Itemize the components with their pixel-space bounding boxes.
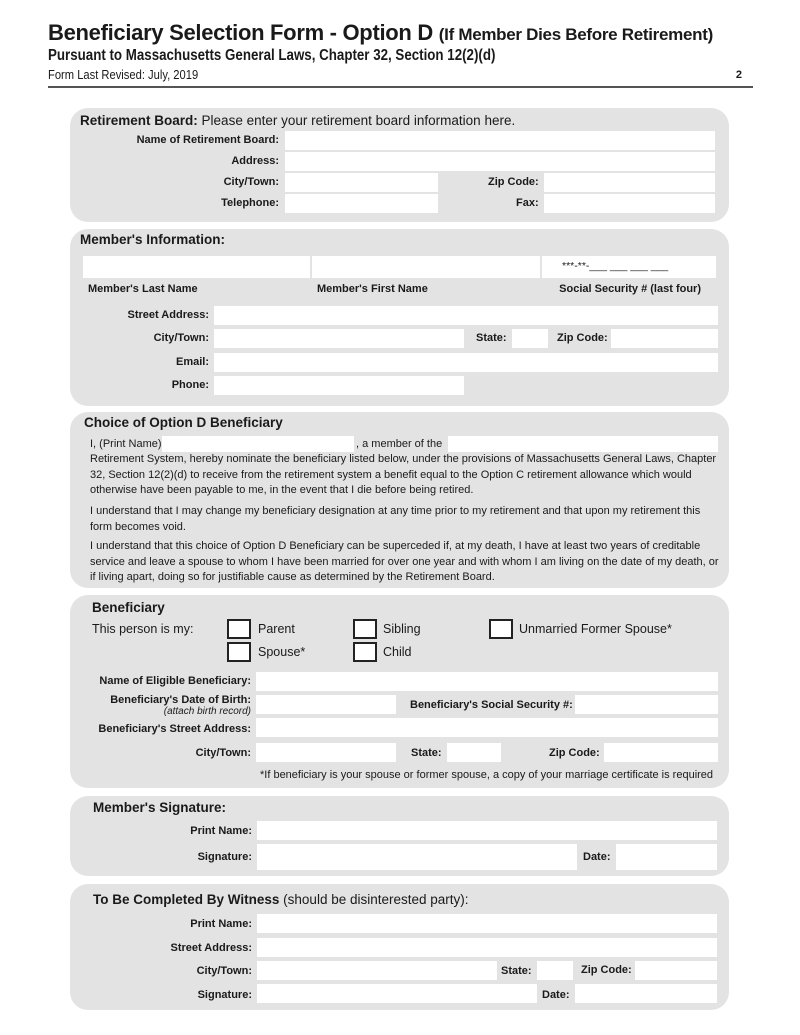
member-city-label: City/Town:	[153, 332, 209, 344]
member-last-name-label: Member's Last Name	[88, 283, 198, 295]
title-main: Beneficiary Selection Form - Option D	[48, 20, 433, 45]
witness-date-field[interactable]	[575, 984, 717, 1003]
beneficiary-dob-field[interactable]	[256, 695, 396, 714]
witness-heading-note: (should be disinterested party):	[283, 892, 469, 907]
board-city-field[interactable]	[285, 173, 438, 192]
board-name-field[interactable]	[285, 131, 715, 150]
revision-date: Form Last Revised: July, 2019	[48, 67, 199, 82]
page-number: 2	[735, 69, 742, 81]
beneficiary-zip-field[interactable]	[604, 743, 718, 762]
witness-street-field[interactable]	[257, 938, 717, 957]
witness-zip-field[interactable]	[635, 961, 717, 980]
former-spouse-option-label: Unmarried Former Spouse*	[519, 622, 672, 636]
member-last-name-field[interactable]	[83, 256, 310, 278]
beneficiary-name-field[interactable]	[256, 672, 718, 691]
member-print-name-field[interactable]	[257, 821, 717, 840]
beneficiary-footnote: *If beneficiary is your spouse or former spouse, a copy of your marriage certificate is required	[260, 769, 714, 781]
member-print-name-label: Print Name:	[190, 825, 252, 837]
member-street-label: Street Address:	[127, 309, 209, 321]
beneficiary-street-field[interactable]	[256, 718, 718, 737]
member-phone-label: Phone:	[171, 379, 209, 391]
member-email-field[interactable]	[214, 353, 718, 372]
witness-street-label: Street Address:	[170, 942, 252, 954]
board-zip-field[interactable]	[544, 173, 715, 192]
board-name-label: Name of Retirement Board:	[136, 134, 279, 146]
member-email-label: Email:	[175, 356, 209, 368]
header-divider	[48, 86, 753, 88]
retirement-board-heading-note: Please enter your retirement board information here.	[201, 113, 516, 128]
beneficiary-dob-label: Beneficiary's Date of Birth:	[110, 694, 251, 706]
relation-prompt: This person is my:	[92, 622, 194, 636]
spouse-option-label: Spouse*	[258, 645, 306, 659]
board-zip-label: Zip Code:	[488, 176, 539, 188]
choice-paragraph-3: I understand that this choice of Option D Beneficiary can be superceded if, at my death, I have at least two years of creditable service and leave a spouse to whom I have been married for over one year and with whom I am living on the date of my death, or if living apart, doing so for justifiable cause as determined by the Retirement Board.	[90, 540, 719, 583]
member-signature-label: Signature:	[197, 851, 252, 863]
child-checkbox[interactable]	[353, 642, 377, 662]
beneficiary-street-label: Beneficiary's Street Address:	[98, 723, 251, 735]
witness-panel	[70, 884, 729, 1010]
sibling-option-label: Sibling	[383, 622, 421, 636]
member-city-field[interactable]	[214, 329, 464, 348]
witness-print-name-field[interactable]	[257, 914, 717, 933]
child-option-label: Child	[383, 645, 412, 659]
witness-state-label: State:	[501, 965, 532, 977]
member-date-field[interactable]	[616, 844, 717, 870]
witness-city-label: City/Town:	[196, 965, 252, 977]
beneficiary-ssn-field[interactable]	[575, 695, 718, 714]
member-state-field[interactable]	[512, 329, 548, 348]
beneficiary-panel	[70, 595, 729, 788]
witness-date-label: Date:	[542, 989, 570, 1001]
member-signature-field[interactable]	[257, 844, 577, 870]
beneficiary-city-field[interactable]	[256, 743, 396, 762]
board-telephone-label: Telephone:	[221, 197, 279, 209]
member-zip-field[interactable]	[611, 329, 718, 348]
witness-signature-field[interactable]	[257, 984, 537, 1003]
retirement-board-heading-label: Retirement Board:	[80, 113, 198, 128]
page-subtitle: Pursuant to Massachusetts General Laws, Chapter 32, Section 12(2)(d)	[48, 47, 496, 64]
witness-heading-label: To Be Completed By Witness	[93, 892, 280, 907]
member-phone-field[interactable]	[214, 376, 464, 395]
beneficiary-state-field[interactable]	[447, 743, 501, 762]
member-ssn-field[interactable]: ***-**-___ ___ ___ ___	[542, 256, 716, 278]
choice-heading: Choice of Option D Beneficiary	[84, 415, 283, 430]
retirement-board-panel	[70, 108, 729, 222]
member-signature-heading: Member's Signature:	[93, 800, 226, 815]
member-first-name-field[interactable]	[312, 256, 540, 278]
choice-paragraph-2: I understand that I may change my beneficiary designation at any time prior to my retirement and that upon my retirement this form becomes void.	[90, 505, 701, 533]
member-ssn-label: Social Security # (last four)	[559, 283, 701, 295]
board-fax-label: Fax:	[516, 197, 539, 209]
member-info-heading: Member's Information:	[80, 232, 225, 247]
beneficiary-zip-label: Zip Code:	[549, 747, 600, 759]
member-state-label: State:	[476, 332, 507, 344]
board-telephone-field[interactable]	[285, 194, 438, 213]
choice-panel	[70, 412, 729, 588]
former-spouse-checkbox[interactable]	[489, 619, 513, 639]
choice-paragraph-1: Retirement System, hereby nominate the beneficiary listed below, under the provisions of Massachusetts General Laws, Chapter 32, Section 12(2)(d) to receive from the retirement system a benefit equal to the Option C retirement allowance which would otherwise have been payable to me, in the event that I die before being retired.	[90, 453, 717, 496]
beneficiary-city-label: City/Town:	[195, 747, 251, 759]
beneficiary-state-label: State:	[411, 747, 442, 759]
member-signature-panel	[70, 796, 729, 876]
witness-city-field[interactable]	[257, 961, 497, 980]
page-title	[48, 20, 713, 46]
member-date-label: Date:	[583, 851, 611, 863]
print-name-prefix: I, (Print Name)	[90, 438, 162, 450]
witness-state-field[interactable]	[537, 961, 573, 980]
parent-checkbox[interactable]	[227, 619, 251, 639]
member-info-panel	[70, 229, 729, 406]
board-fax-field[interactable]	[544, 194, 715, 213]
witness-print-name-label: Print Name:	[190, 918, 252, 930]
beneficiary-name-label: Name of Eligible Beneficiary:	[99, 675, 251, 687]
board-address-label: Address:	[231, 155, 279, 167]
beneficiary-dob-note: (attach birth record)	[163, 706, 251, 717]
sibling-checkbox[interactable]	[353, 619, 377, 639]
member-first-name-label: Member's First Name	[317, 283, 428, 295]
parent-option-label: Parent	[258, 622, 295, 636]
board-city-label: City/Town:	[223, 176, 279, 188]
spouse-checkbox[interactable]	[227, 642, 251, 662]
choice-print-name-field[interactable]	[162, 436, 354, 452]
witness-zip-label: Zip Code:	[581, 964, 632, 976]
choice-retirement-system-field[interactable]	[448, 436, 718, 452]
beneficiary-heading: Beneficiary	[92, 600, 165, 615]
title-paren: (If Member Dies Before Retirement)	[438, 25, 713, 44]
board-address-field[interactable]	[285, 152, 715, 171]
member-zip-label: Zip Code:	[557, 332, 608, 344]
beneficiary-ssn-label: Beneficiary's Social Security #:	[410, 699, 573, 711]
witness-heading	[93, 892, 469, 907]
retirement-board-heading	[80, 113, 515, 128]
member-street-field[interactable]	[214, 306, 718, 325]
witness-signature-label: Signature:	[197, 989, 252, 1001]
member-of-text: , a member of the	[356, 438, 443, 450]
